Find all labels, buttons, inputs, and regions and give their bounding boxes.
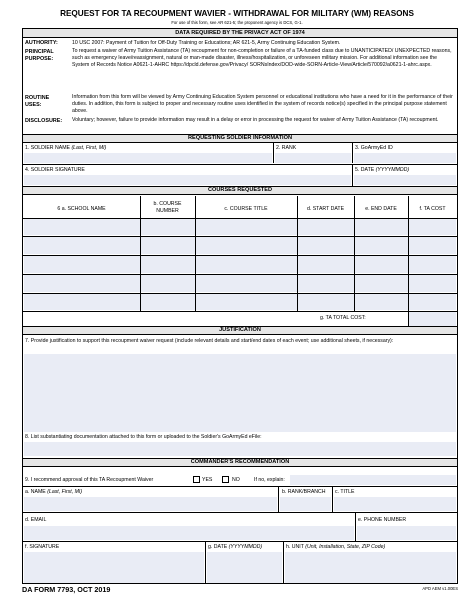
form-version: APD AEM v1.00ES [422, 586, 458, 591]
divider [278, 486, 279, 512]
authority-text: 10 USC 2007: Payment of Tuition for Off-Duty Training or Educations; AR 621-5, Army Continuing Education System. [72, 40, 341, 46]
justification-heading: JUSTIFICATION [219, 327, 261, 333]
recommend-item9: 9. I recommend approval of this TA Recoupment Waiver [25, 477, 154, 483]
routine-label-1: ROUTINE [25, 95, 50, 101]
commander-phone-input[interactable] [357, 526, 456, 540]
divider [273, 143, 274, 163]
disclosure-text: Voluntary; however, failure to provide information may result in a delay or error in processing the request for waiver of Army Tuition Assistance (TA) recoupment. [72, 117, 439, 123]
divider [23, 486, 457, 487]
divider [23, 512, 457, 513]
goarmyed-id-input[interactable] [354, 153, 456, 163]
divider [352, 164, 353, 186]
divider [354, 196, 355, 311]
justification-textarea[interactable] [24, 354, 456, 432]
explain-label: If no, explain: [254, 477, 285, 483]
col-end-date: e. END DATE [365, 206, 397, 212]
form-number: DA FORM 7793, OCT 2019 [22, 585, 111, 594]
course-row-4[interactable] [24, 275, 456, 292]
disclosure-label: DISCLOSURE: [25, 118, 63, 124]
no-checkbox[interactable] [222, 476, 229, 483]
col-school-name: 6 a. SCHOOL NAME [57, 206, 106, 212]
col-ta-cost: f. TA COST [419, 206, 446, 212]
commander-title-label: c. TITLE [335, 489, 355, 495]
purpose-text: To request a waiver of Army Tuition Assistance (TA) recoupment for non-completion or failure of a TA-funded class due to UNANTICIPATED/ UNEXPECTED reasons, such as emergency leave/reassignment, natural or man-made disaster, illness/hospitalization, or unforeseen military mission. For additional information see the System of Records Notice A0621-1-AHRC https://dpcld.defense.gov/Privacy/ SORNsIndex/DOD-wide-SORN-Article-View/Article/570092/a0621-1-ahrc.aspx. [72, 48, 452, 68]
divider [355, 512, 356, 541]
divider [23, 541, 457, 542]
commander-name-input[interactable] [24, 497, 277, 511]
col-course-number-1: b. COURSE [153, 201, 182, 207]
ta-total-input[interactable] [409, 312, 456, 326]
commander-title-input[interactable] [334, 497, 456, 511]
commander-unit-label: h. UNIT (Unit, Installation, State, ZIP Code) [286, 544, 386, 550]
divider [408, 196, 409, 327]
rank-label: 2. RANK [276, 145, 297, 151]
no-label: NO [232, 477, 240, 483]
commander-signature-label: f. SIGNATURE [25, 544, 60, 550]
soldier-name-label: 1. SOLDIER NAME (Last, First, MI) [25, 145, 107, 151]
divider [23, 164, 457, 165]
col-course-number-2: NUMBER [156, 208, 179, 214]
commander-phone-label: e. PHONE NUMBER [358, 517, 407, 523]
yes-checkbox[interactable] [193, 476, 200, 483]
purpose-label-1: PRINCIPAL [25, 49, 54, 55]
soldier-date-label: 5. DATE (YYYYMMDD) [355, 167, 410, 173]
commander-date-label: g. DATE (YYYYMMDD) [208, 544, 263, 550]
commander-name-label: a. NAME (Last, First, MI) [25, 489, 83, 495]
commander-email-input[interactable] [24, 526, 354, 540]
soldier-name-input[interactable] [24, 153, 272, 163]
explain-input[interactable] [290, 475, 456, 485]
yes-label: YES [202, 477, 213, 483]
course-row-2[interactable] [24, 237, 456, 254]
ta-total-label: g. TA TOTAL COST: [320, 315, 366, 321]
divider [205, 541, 206, 584]
soldier-signature-label: 4. SOLDIER SIGNATURE [25, 167, 85, 173]
authority-label: AUTHORITY: [25, 40, 58, 46]
justification-item7: 7. Provide justification to support this recoupment waiver request (include relevant details and start/end dates of each event; use additional sheets, if necessary): [25, 338, 394, 344]
purpose-label-2: PURPOSE: [25, 56, 54, 62]
goarmyed-id-label: 3. GoArmyEd ID [355, 145, 393, 151]
divider [283, 541, 284, 584]
soldier-date-input[interactable] [354, 175, 456, 185]
form-title: REQUEST FOR TA RECOUPMENT WAVIER - WITHDRAWAL FOR MILITARY (WM) REASONS [60, 9, 414, 18]
commander-rank-label: b. RANK/BRANCH [282, 489, 326, 495]
soldier-signature-input[interactable] [24, 175, 351, 185]
commander-signature-input[interactable] [24, 552, 204, 583]
divider [195, 196, 196, 311]
commander-rank-input[interactable] [280, 497, 331, 511]
rank-input[interactable] [275, 153, 351, 163]
routine-text: Information from this form will be viewed by Army Continuing Education System personnel or educational institutions who have a need for it in the performance of their duties. In addition, this form is subject to proper and necessary routine uses identified in the system of records notice(s) specified in the principal purpose statement above. [72, 94, 453, 114]
divider [23, 311, 457, 312]
privacy-heading: DATA REQUIRED BY THE PRIVACY ACT OF 1974 [175, 30, 305, 36]
courses-heading: COURSES REQUESTED [207, 187, 273, 193]
documentation-item8: 8. List substantiating documentation attached to this form or uploaded to the Soldier's GoArmyEd eFile: [25, 434, 262, 440]
form-subtitle: For use of this form, see AR 621-5; the proponent agency is DCS, G-1. [171, 20, 303, 25]
commander-date-input[interactable] [207, 552, 282, 583]
divider [332, 486, 333, 512]
col-start-date: d. START DATE [306, 206, 345, 212]
course-row-5[interactable] [24, 294, 456, 310]
commander-unit-input[interactable] [285, 552, 456, 583]
course-row-1[interactable] [24, 219, 456, 235]
divider [140, 196, 141, 311]
commander-email-label: d. EMAIL [25, 517, 47, 523]
divider [352, 143, 353, 163]
commander-heading: COMMANDER'S RECOMMENDATION [190, 459, 290, 465]
documentation-textarea[interactable] [24, 442, 456, 456]
soldier-heading: REQUESTING SOLDIER INFORMATION [187, 135, 292, 141]
divider [297, 196, 298, 311]
routine-label-2: USES: [25, 102, 42, 108]
col-course-title: c. COURSE TITLE [224, 206, 268, 212]
course-row-3[interactable] [24, 256, 456, 273]
